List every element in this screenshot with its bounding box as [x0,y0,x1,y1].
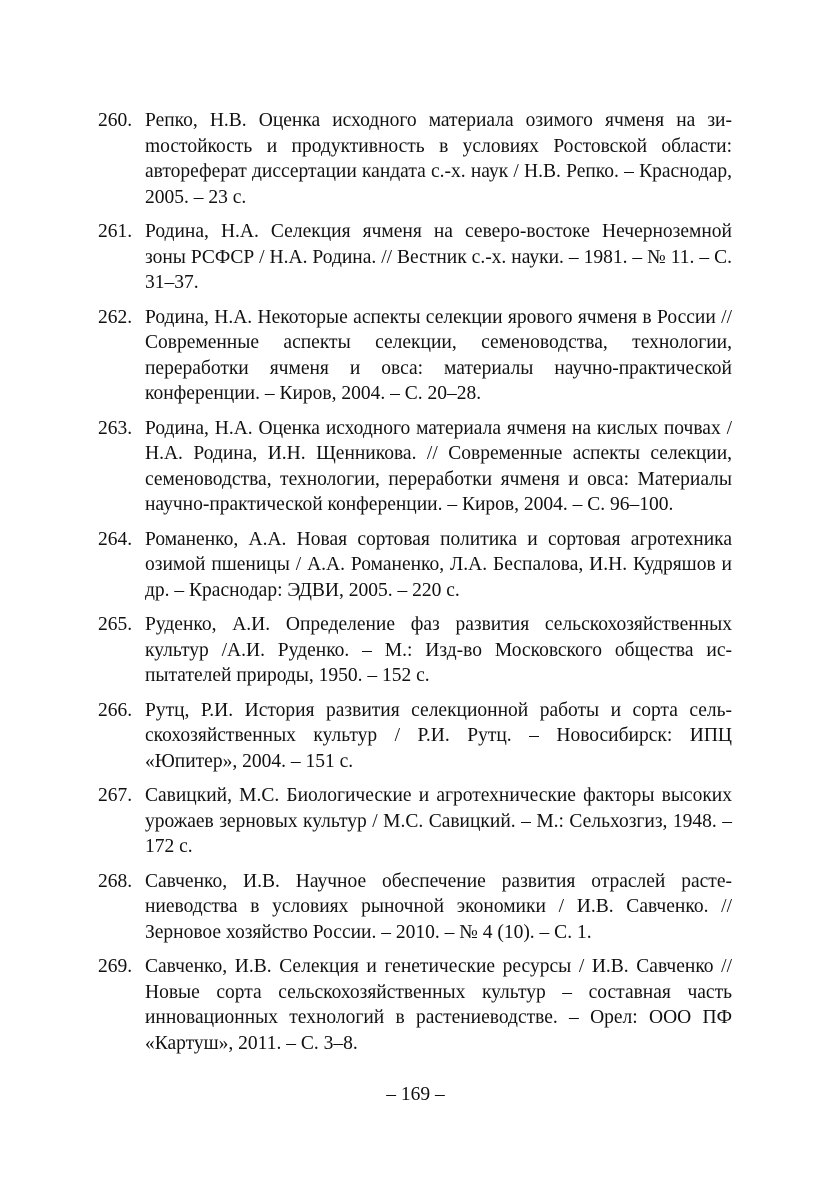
reference-entry [98,783,732,860]
reference-text: Рутц, Р.И. История развития селекционной работы и сорта сельскохозяйственных культур / Р.И. Рутц. – Новосибирск: ИПЦ «Юпитер», 2004. – 151 с. [145,699,732,772]
reference-number: 268. [98,870,133,892]
reference-text: Савченко, И.В. Научное обеспечение развития отраслей растениеводства в условиях рыночной экономики / И.В. Савченко. // Зерновое хозяйство России. – 2010. – № 4 (10). – С. 1. [145,870,732,943]
reference-text: Руденко, А.И. Определение фаз развития сельскохозяйственных культур /А.И. Руденко. – М.: Изд-во Московского общества испытателей природы, 1950. – 152 с. [145,614,732,686]
reference-text: Савицкий, М.С. Биологические и агротехнические факторы высоких урожаев зерновых культур / М.С. Савицкий. – М.: Сельхозгиз, 1948. – 172 с. [145,785,732,857]
reference-entry [98,612,732,689]
reference-entry [98,305,732,407]
reference-text: Родина, Н.А. Оценка исходного материала ячменя на кислых почвах / Н.А. Родина, И.Н. Щенникова. // Современные аспекты селекции, семеноводства, технологии, переработки ячменя и овса: Материалы научно-практической конференции. – Киров, 2004. – С. 96–100. [145,417,732,515]
reference-text: Савченко, И.В. Селекция и генетические ресурсы / И.В. Савченко // Новые сорта сельскохозяйственных культур – составная часть инновационных технологий в растениеводстве. – Орел: ООО ПФ «Картуш», 2011. – С. 3–8. [145,956,732,1054]
reference-number: 263. [98,417,133,439]
reference-text: Родина, Н.А. Некоторые аспекты селекции ярового ячменя в России // Современные аспекты селекции, семеноводства, технологии, переработки ячменя и овса: материалы научно-практической конференции. – Киров, 2004. – С. 20–28. [145,306,732,404]
reference-number: 261. [98,221,133,242]
reference-number: 265. [98,614,133,635]
reference-entry [98,219,732,296]
reference-text: Репко, Н.В. Оценка исходного материала озимого ячменя на зиmостойкость и продуктивность в условиях Ростовской области: автореферат диссертации кандата с.-х. наук / Н.В. Репко. – Краснодар, 2005. – 23 с. [145,110,732,208]
reference-number: 260. [98,110,133,131]
reference-number: 269. [98,956,133,977]
reference-entry [98,698,732,775]
page-number: – 169 – [386,1084,445,1105]
reference-entry [98,954,732,1056]
reference-list [98,108,732,1065]
reference-number: 266. [98,699,133,721]
reference-number: 262. [98,306,133,328]
reference-number: 264. [98,528,133,550]
reference-number: 267. [98,785,133,806]
reference-text: Романенко, А.А. Новая сортовая политика и сортовая агротехника озимой пшеницы / А.А. Романенко, Л.А. Беспалова, И.Н. Кудряшов и др. – Краснодар: ЭДВИ, 2005. – 220 с. [145,528,732,601]
reference-entry [98,416,732,518]
reference-entry [98,108,732,210]
reference-entry [98,527,732,604]
reference-entry [98,869,732,946]
reference-text: Родина, Н.А. Селекция ячменя на северо-востоке Нечерноземной зоны РСФСР / Н.А. Родина. // Вестник с.-х. науки. – 1981. – № 11. – С. 31–37. [145,221,732,293]
